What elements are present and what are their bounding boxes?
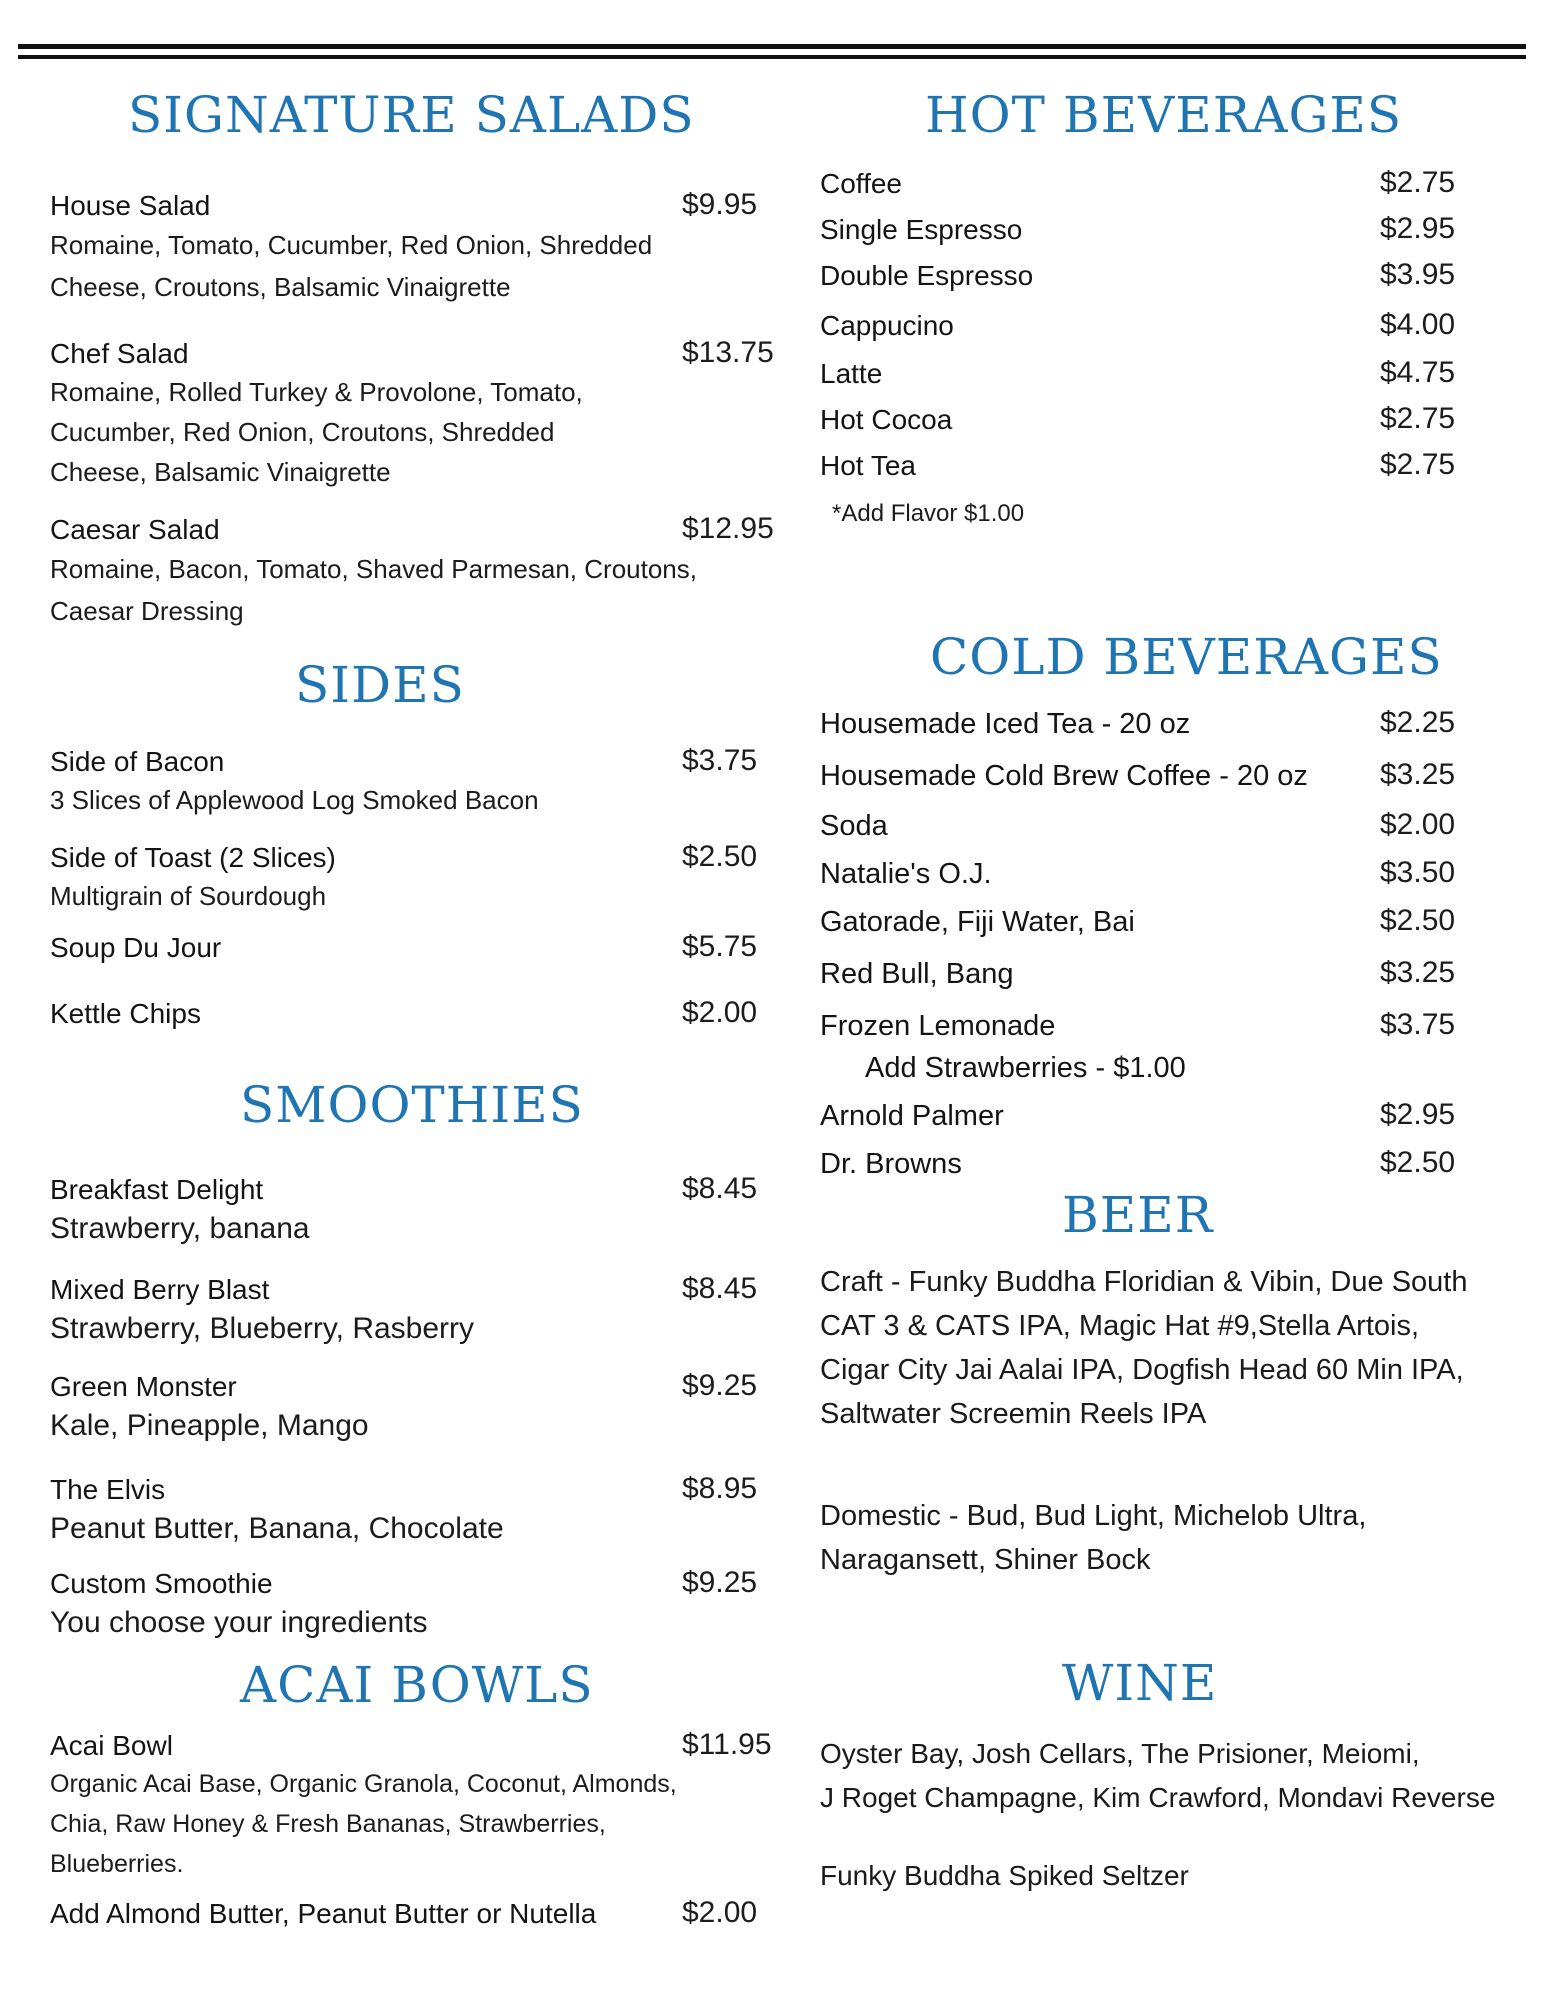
menu-item — [820, 904, 1520, 940]
item-price: $4.00 — [1380, 308, 1456, 341]
menu-item — [50, 512, 774, 632]
item-description: Kale, Pineapple, Mango — [50, 1409, 369, 1442]
item-price: $2.50 — [1380, 904, 1456, 937]
item-name: Acai Bowl — [50, 1730, 173, 1761]
item-name: Side of Bacon — [50, 746, 225, 777]
menu-item — [50, 336, 774, 492]
item-name: Latte — [820, 358, 883, 389]
item-price: $2.00 — [682, 1896, 758, 1929]
item-price: $2.00 — [682, 996, 758, 1029]
item-description: Caesar Dressing — [50, 596, 244, 626]
item-name: Double Espresso — [820, 260, 1034, 291]
item-price: $3.75 — [682, 744, 758, 777]
item-price: $2.95 — [1380, 1098, 1456, 1131]
item-price: $5.75 — [682, 930, 758, 963]
item-name: Natalie's O.J. — [820, 858, 992, 890]
menu-item — [820, 212, 1520, 248]
menu-item — [50, 1896, 765, 1932]
item-name: Gatorade, Fiji Water, Bai — [820, 906, 1135, 938]
item-description: Strawberry, banana — [50, 1212, 310, 1245]
beer-craft-list — [820, 1260, 1467, 1436]
item-description: Blueberries. — [50, 1850, 184, 1878]
menu-item — [820, 308, 1520, 344]
menu-item — [820, 448, 1520, 484]
item-addon: Add Strawberries - $1.00 — [865, 1052, 1186, 1084]
item-price: $8.45 — [682, 1272, 758, 1305]
menu-item — [820, 1146, 1520, 1182]
item-price: $11.95 — [682, 1728, 772, 1761]
item-name: Housemade Cold Brew Coffee - 20 oz — [820, 760, 1308, 792]
menu-item — [50, 188, 765, 308]
item-name: Chef Salad — [50, 338, 189, 369]
menu-item — [820, 808, 1520, 844]
item-price: $12.95 — [682, 512, 774, 545]
menu-item — [820, 1098, 1520, 1134]
item-description: Cucumber, Red Onion, Croutons, Shredded — [50, 417, 555, 447]
beer-domestic-line: Naragansett, Shiner Bock — [820, 1544, 1151, 1576]
item-name: Coffee — [820, 168, 902, 199]
menu-item — [820, 706, 1520, 742]
add-flavor-note: *Add Flavor $1.00 — [832, 500, 1025, 527]
item-description: Strawberry, Blueberry, Rasberry — [50, 1312, 475, 1345]
item-description: Chia, Raw Honey & Fresh Bananas, Strawberries, — [50, 1810, 606, 1838]
section-heading-wine: WINE — [1062, 1654, 1218, 1712]
item-price: $2.75 — [1380, 402, 1456, 435]
item-name: Single Espresso — [820, 214, 1023, 245]
item-name: Caesar Salad — [50, 514, 220, 545]
menu-item — [820, 956, 1520, 992]
item-price: $9.25 — [682, 1369, 758, 1402]
beer-craft-line: Saltwater Screemin Reels IPA — [820, 1398, 1207, 1430]
item-name: Soup Du Jour — [50, 932, 222, 963]
menu-item — [820, 258, 1520, 294]
wine-list — [820, 1732, 1495, 1820]
section-heading-sides: SIDES — [295, 656, 465, 714]
item-name: Dr. Browns — [820, 1148, 962, 1180]
item-price: $2.75 — [1380, 448, 1456, 481]
item-description: 3 Slices of Applewood Log Smoked Bacon — [50, 785, 539, 815]
item-price: $2.95 — [1380, 212, 1456, 245]
item-price: $2.75 — [1380, 166, 1456, 199]
item-price: $3.95 — [1380, 258, 1456, 291]
item-name: Breakfast Delight — [50, 1174, 264, 1205]
item-price: $3.50 — [1380, 856, 1456, 889]
item-name: Cappucino — [820, 310, 954, 341]
wine-line: J Roget Champagne, Kim Crawford, Mondavi Reverse — [820, 1782, 1496, 1813]
item-description: Romaine, Tomato, Cucumber, Red Onion, Shredded — [50, 230, 653, 260]
beer-craft-line: Craft - Funky Buddha Floridian & Vibin, Due South — [820, 1266, 1468, 1298]
item-price: $3.25 — [1380, 956, 1456, 989]
item-price: $4.75 — [1380, 356, 1456, 389]
item-price: $2.25 — [1380, 706, 1456, 739]
beer-craft-line: CAT 3 & CATS IPA, Magic Hat #9,Stella Artois, — [820, 1310, 1420, 1342]
menu-item — [820, 856, 1520, 892]
menu-item — [820, 402, 1520, 438]
menu-item — [50, 1472, 765, 1550]
beer-domestic-line: Domestic - Bud, Bud Light, Michelob Ultra, — [820, 1500, 1367, 1532]
menu-item — [50, 840, 765, 916]
item-name: Housemade Iced Tea - 20 oz — [820, 708, 1191, 740]
item-name: Custom Smoothie — [50, 1568, 273, 1599]
item-name: Kettle Chips — [50, 998, 201, 1029]
item-name: Arnold Palmer — [820, 1100, 1004, 1132]
item-name: The Elvis — [50, 1474, 166, 1505]
section-heading-signature-salads: SIGNATURE SALADS — [128, 86, 695, 144]
item-price: $3.75 — [1380, 1008, 1456, 1041]
item-name: Green Monster — [50, 1371, 237, 1402]
item-price: $13.75 — [682, 336, 774, 369]
item-description: Romaine, Rolled Turkey & Provolone, Tomato, — [50, 377, 583, 407]
item-description: Cheese, Balsamic Vinaigrette — [50, 457, 391, 487]
beer-craft-line: Cigar City Jai Aalai IPA, Dogfish Head 60 Min IPA, — [820, 1354, 1464, 1386]
item-price: $2.50 — [1380, 1146, 1456, 1179]
menu-item — [50, 930, 765, 966]
item-name: Hot Tea — [820, 450, 916, 481]
item-name: Side of Toast (2 Slices) — [50, 842, 336, 873]
menu-item — [50, 1728, 772, 1884]
item-price: $8.45 — [682, 1172, 758, 1205]
menu-right-column — [820, 0, 1520, 2000]
menu-left-column — [50, 0, 774, 2000]
item-price: $3.25 — [1380, 758, 1456, 791]
menu-item — [820, 356, 1520, 392]
item-name: House Salad — [50, 190, 211, 221]
item-description: Organic Acai Base, Organic Granola, Coconut, Almonds, — [50, 1770, 677, 1798]
item-price: $2.50 — [682, 840, 758, 873]
item-name: Hot Cocoa — [820, 404, 953, 435]
menu-item — [50, 1272, 765, 1350]
beer-domestic-list — [820, 1494, 1366, 1582]
menu-item — [50, 1566, 765, 1644]
item-description: You choose your ingredients — [50, 1606, 428, 1639]
item-description: Peanut Butter, Banana, Chocolate — [50, 1512, 504, 1545]
menu-item — [50, 744, 765, 820]
menu-item — [50, 1369, 765, 1447]
seltzer-line: Funky Buddha Spiked Seltzer — [820, 1860, 1189, 1891]
item-description: Cheese, Croutons, Balsamic Vinaigrette — [50, 272, 511, 302]
section-heading-cold-beverages: COLD BEVERAGES — [930, 628, 1443, 686]
section-heading-acai-bowls: ACAI BOWLS — [240, 1656, 594, 1714]
menu-item — [820, 166, 1520, 202]
item-price: $8.95 — [682, 1472, 758, 1505]
item-name: Soda — [820, 810, 888, 842]
menu-item — [820, 758, 1520, 794]
item-price: $9.25 — [682, 1566, 758, 1599]
section-heading-hot-beverages: HOT BEVERAGES — [925, 86, 1403, 144]
section-heading-smoothies: SMOOTHIES — [240, 1076, 584, 1134]
item-description: Multigrain of Sourdough — [50, 881, 327, 911]
wine-line: Oyster Bay, Josh Cellars, The Prisioner, Meiomi, — [820, 1738, 1420, 1769]
item-price: $9.95 — [682, 188, 758, 221]
section-heading-beer: BEER — [1062, 1186, 1214, 1244]
menu-item — [820, 1008, 1520, 1086]
menu-item — [50, 996, 765, 1032]
item-name: Frozen Lemonade — [820, 1010, 1056, 1042]
item-name: Add Almond Butter, Peanut Butter or Nutella — [50, 1898, 597, 1929]
item-price: $2.00 — [1380, 808, 1456, 841]
item-name: Red Bull, Bang — [820, 958, 1014, 990]
item-description: Romaine, Bacon, Tomato, Shaved Parmesan, Croutons, — [50, 554, 697, 584]
menu-item — [50, 1172, 765, 1250]
item-name: Mixed Berry Blast — [50, 1274, 270, 1305]
